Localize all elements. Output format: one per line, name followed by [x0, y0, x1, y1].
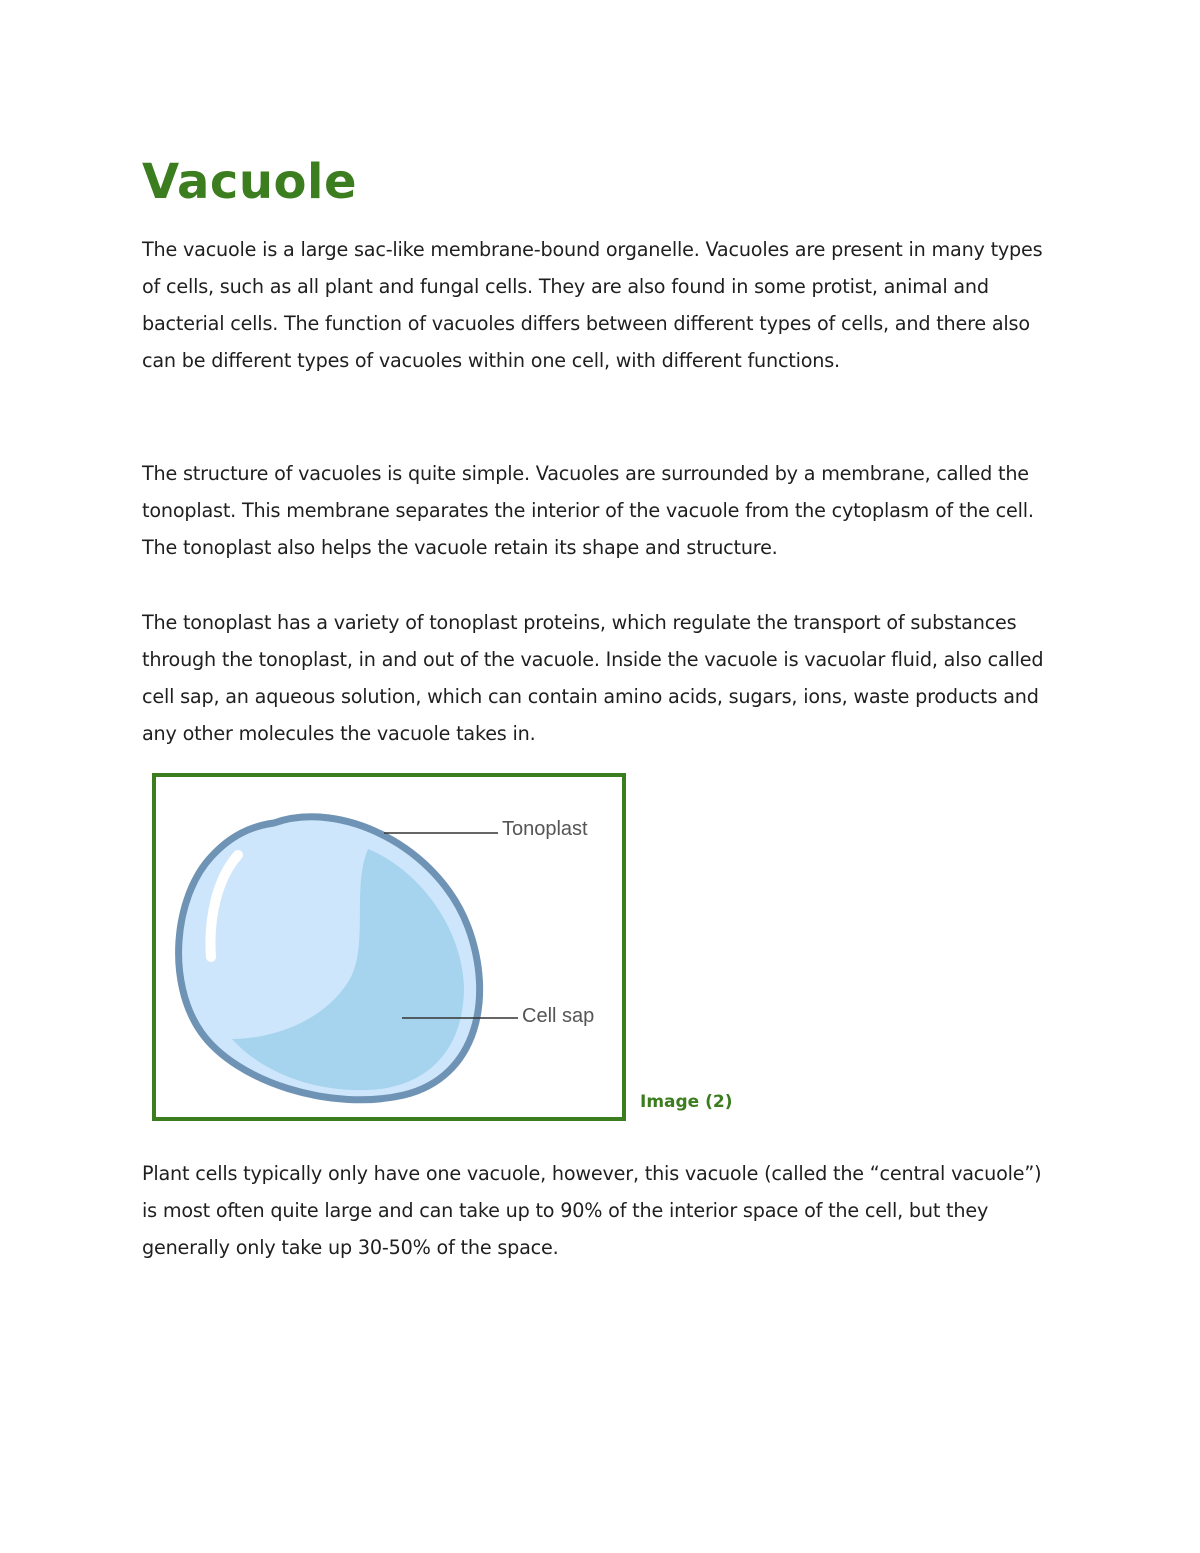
page-title: Vacuole: [142, 154, 358, 210]
tonoplast-label: Tonoplast: [502, 818, 588, 840]
vacuole-diagram: [152, 773, 626, 1121]
central-vacuole-paragraph: Plant cells typically only have one vacuole, however, this vacuole (called the “central vacuole”) is most often quite large and can take up to 90% of the interior space of the cell, but they generally only take up 30-50% of the space.: [142, 1162, 1042, 1259]
cell-sap-label: Cell sap: [522, 1005, 595, 1027]
intro-paragraph: The vacuole is a large sac-like membrane-bound organelle. Vacuoles are present in many types of cells, such as all plant and fungal cells. They are also found in some protist, animal and bacterial cells. The function of vacuoles differs between different types of cells, and there also can be different types of vacuoles within one cell, with different functions.: [142, 238, 1043, 372]
tonoplast-proteins-paragraph: The tonoplast has a variety of tonoplast proteins, which regulate the transport of substances through the tonoplast, in and out of the vacuole. Inside the vacuole is vacuolar fluid, also called cell sap, an aqueous solution, which can contain amino acids, sugars, ions, waste products and any other molecules the vacuole takes in.: [142, 611, 1044, 745]
figure-caption: Image (2): [640, 1092, 733, 1112]
structure-paragraph: The structure of vacuoles is quite simple. Vacuoles are surrounded by a membrane, called the tonoplast. This membrane separates the interior of the vacuole from the cytoplasm of the cell. The tonoplast also helps the vacuole retain its shape and structure.: [142, 462, 1034, 559]
